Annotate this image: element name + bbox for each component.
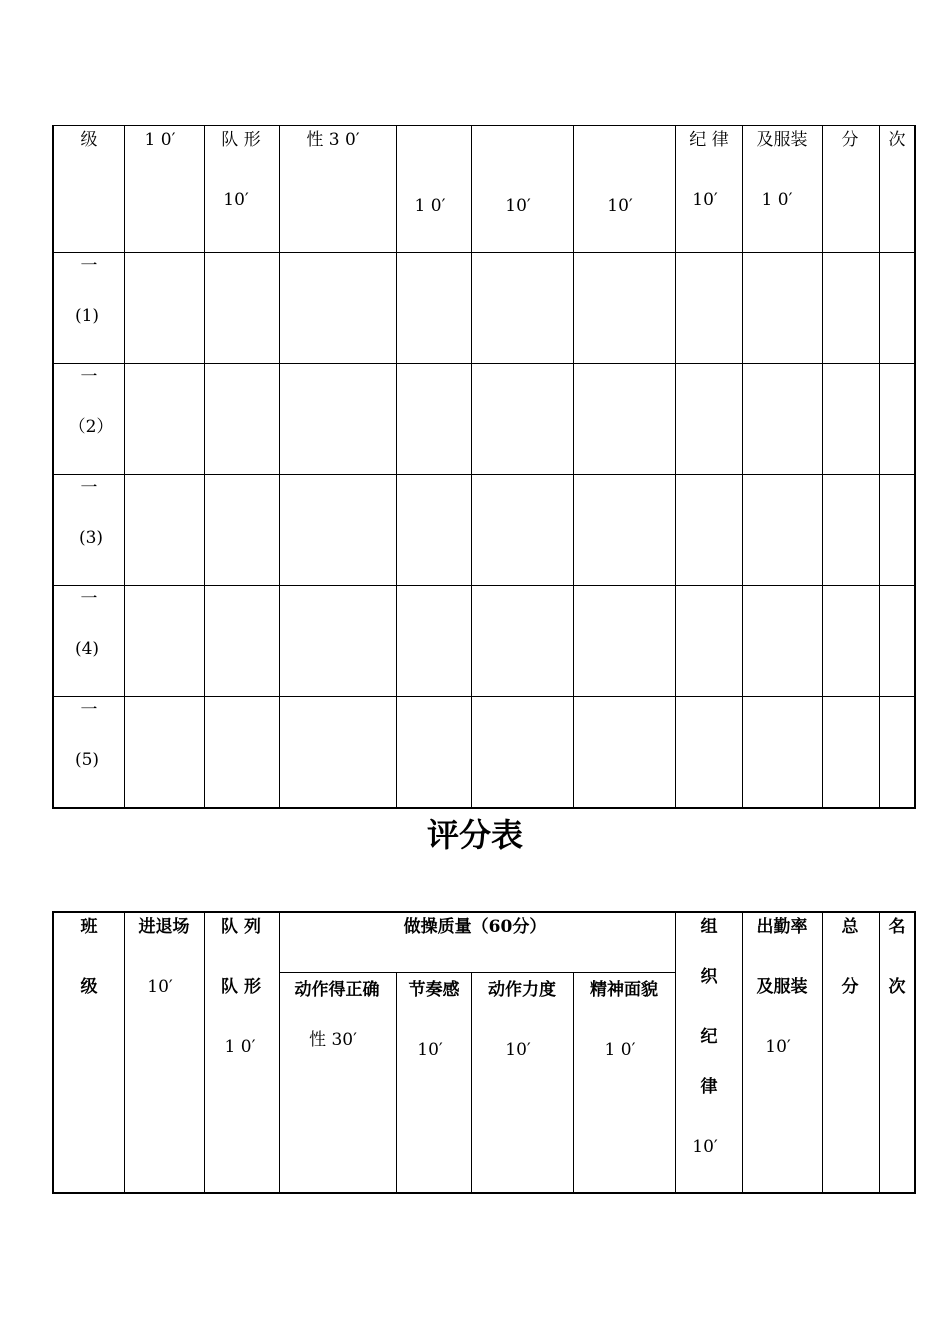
table-col-divider bbox=[675, 911, 676, 1193]
header-formation-label: 队 形 bbox=[221, 130, 261, 150]
table-border-left bbox=[52, 911, 54, 1194]
table-row-divider bbox=[52, 585, 916, 586]
table-col-divider bbox=[124, 911, 125, 1193]
row-class-label: (1) bbox=[74, 306, 100, 326]
header-accuracy-score: 性 3 0′ bbox=[306, 130, 360, 150]
table-col-divider bbox=[675, 125, 676, 808]
header-strength-score: 10′ bbox=[505, 196, 531, 216]
header-discipline-label: 纪 律 bbox=[689, 130, 729, 150]
table-col-divider bbox=[396, 972, 397, 1193]
header-rhythm-score: 10′ bbox=[417, 1040, 443, 1060]
table-row-divider bbox=[52, 474, 916, 475]
header-attendance-label: 出勤率 bbox=[756, 917, 808, 937]
header-discipline-char3: 纪 bbox=[700, 1027, 718, 1047]
table-col-divider bbox=[471, 125, 472, 808]
row-grade-label: 一 bbox=[80, 256, 98, 276]
header-spirit-score: 10′ bbox=[607, 196, 633, 216]
header-attendance-label: 及服装 bbox=[756, 130, 808, 150]
table-border-top bbox=[52, 911, 916, 913]
header-accuracy-label: 动作得正确 bbox=[294, 980, 380, 1000]
table-col-divider bbox=[204, 125, 205, 808]
row-grade-label: 一 bbox=[80, 700, 98, 720]
row-class-label: （2） bbox=[68, 417, 114, 437]
table-col-divider bbox=[573, 125, 574, 808]
header-entry-score: 1 0′ bbox=[144, 130, 176, 150]
table-border-bottom bbox=[52, 1192, 916, 1194]
header-spirit-score: 1 0′ bbox=[604, 1040, 636, 1060]
header-rank-line2: 次 bbox=[888, 977, 906, 997]
header-total-fragment: 分 bbox=[841, 130, 859, 150]
table-col-divider bbox=[879, 911, 880, 1193]
page-title: 评分表 bbox=[426, 816, 524, 854]
row-class-label: (3) bbox=[78, 528, 104, 548]
table-row-divider bbox=[52, 696, 916, 697]
header-formation-score: 10′ bbox=[223, 190, 249, 210]
header-class-line2: 级 bbox=[80, 977, 98, 997]
table-col-divider bbox=[742, 125, 743, 808]
row-grade-label: 一 bbox=[80, 367, 98, 387]
table-row-divider bbox=[52, 252, 916, 253]
header-accuracy-score: 性 30′ bbox=[309, 1030, 357, 1050]
table-col-divider bbox=[822, 911, 823, 1193]
header-total-line1: 总 bbox=[841, 917, 859, 937]
header-discipline-score: 10′ bbox=[692, 1137, 718, 1157]
header-rank-line1: 名 bbox=[888, 917, 906, 937]
table-border-right bbox=[914, 125, 916, 809]
table-col-divider bbox=[573, 972, 574, 1193]
header-class-line1: 班 bbox=[80, 917, 98, 937]
header-attendance-score: 1 0′ bbox=[761, 190, 793, 210]
header-rhythm-label: 节奏感 bbox=[408, 980, 460, 1000]
header-class-fragment: 级 bbox=[80, 130, 98, 150]
header-discipline-char1: 组 bbox=[700, 917, 718, 937]
group-header-divider bbox=[279, 972, 675, 973]
row-class-label: (4) bbox=[74, 639, 100, 659]
header-attire-label: 及服装 bbox=[756, 977, 808, 997]
header-total-line2: 分 bbox=[841, 977, 859, 997]
header-spirit-label: 精神面貌 bbox=[590, 980, 658, 1000]
row-grade-label: 一 bbox=[80, 478, 98, 498]
row-grade-label: 一 bbox=[80, 589, 98, 609]
header-strength-label: 动作力度 bbox=[488, 980, 556, 1000]
table-col-divider bbox=[471, 972, 472, 1193]
table-border-right bbox=[914, 911, 916, 1194]
table-col-divider bbox=[279, 911, 280, 1193]
header-discipline-char2: 织 bbox=[700, 967, 718, 987]
header-attendance-score: 10′ bbox=[765, 1037, 791, 1057]
table-border-top bbox=[52, 125, 916, 126]
header-exercise-quality: 做操质量（60分） bbox=[403, 917, 547, 937]
header-rhythm-score: 1 0′ bbox=[414, 196, 446, 216]
header-entry-label: 进退场 bbox=[138, 917, 190, 937]
table-col-divider bbox=[396, 125, 397, 808]
table-border-bottom bbox=[52, 807, 916, 809]
table-col-divider bbox=[822, 125, 823, 808]
header-queue-label: 队 列 bbox=[221, 917, 261, 937]
header-formation-label: 队 形 bbox=[221, 977, 261, 997]
header-entry-score: 10′ bbox=[147, 977, 173, 997]
row-class-label: (5) bbox=[74, 750, 100, 770]
table-col-divider bbox=[124, 125, 125, 808]
table-col-divider bbox=[742, 911, 743, 1193]
table-col-divider bbox=[204, 911, 205, 1193]
table-border-left bbox=[52, 125, 54, 809]
header-discipline-score: 10′ bbox=[692, 190, 718, 210]
header-strength-score: 10′ bbox=[505, 1040, 531, 1060]
table-row-divider bbox=[52, 363, 916, 364]
header-discipline-char4: 律 bbox=[700, 1077, 718, 1097]
header-rank-fragment: 次 bbox=[888, 130, 906, 150]
table-col-divider bbox=[879, 125, 880, 808]
table-col-divider bbox=[279, 125, 280, 808]
header-queue-score: 1 0′ bbox=[224, 1037, 256, 1057]
